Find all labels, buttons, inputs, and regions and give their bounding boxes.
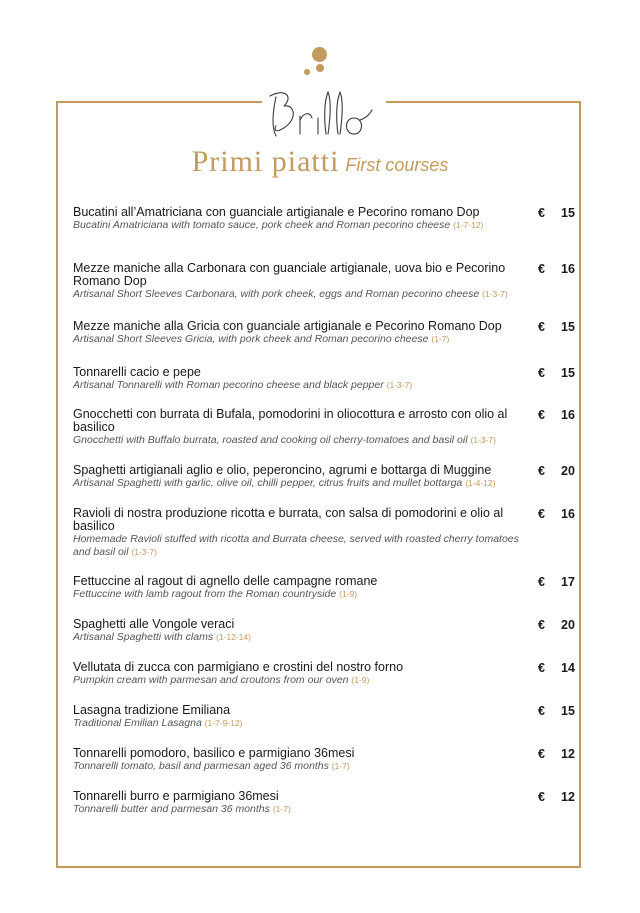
frame-top-left-rule [56,101,262,103]
dish-description-text: Artisanal Short Sleeves Gricia, with pork cheek and Roman pecorino cheese [73,333,429,345]
dish-name: Mezze maniche alla Gricia con guanciale artigianale e Pecorino Romano Dop [73,319,502,333]
allergen-codes: (1-3-7) [470,435,496,445]
heading-italian: Primi piatti [191,145,340,178]
dish-price: 15 [561,206,575,220]
currency-symbol: € [538,408,545,422]
menu-item [73,507,573,559]
dish-price: 16 [561,507,575,521]
dish-description-text: Artisanal Spaghetti with garlic, olive oil, chilli pepper, citrus fruits and mullet bottarga [73,477,463,489]
dish-description [73,333,528,346]
logo-script [262,40,386,140]
allergen-codes: (1-7) [272,804,291,814]
menu-item [73,366,573,392]
dish-name: Bucatini all’Amatriciana con guanciale artigianale e Pecorino romano Dop [73,205,480,219]
dish-description-text: Artisanal Tonnarelli with Roman pecorino cheese and black pepper [73,379,384,391]
allergen-codes: (1-4-12) [465,478,496,488]
section-heading [0,145,640,179]
dish-description [73,803,528,816]
dish-description [73,760,528,773]
currency-symbol: € [538,704,545,718]
dish-price: 15 [561,704,575,718]
dish-description [73,219,528,232]
currency-symbol: € [538,575,545,589]
allergen-codes: (1-7-12) [453,220,484,230]
dish-description-text: Pumpkin cream with parmesan and croutons from our oven [73,674,349,686]
allergen-codes: (1-9) [339,589,358,599]
menu-item [73,262,573,301]
dish-price: 20 [561,464,575,478]
dish-price: 17 [561,575,575,589]
dish-description-text: Bucatini Amatriciana with tomato sauce, pork cheek and Roman pecorino cheese [73,219,451,231]
dish-name: Fettuccine al ragout di agnello delle campagne romane [73,574,378,588]
currency-symbol: € [538,464,545,478]
allergen-codes: (1-3-7) [482,289,508,299]
dish-description-text: Artisanal Spaghetti with clams [73,631,214,643]
dish-description-text: Gnocchetti with Buffalo burrata, roasted and cooking oil cherry-tomatoes and basil oil [73,434,468,446]
menu-item [73,661,573,687]
dish-name: Vellutata di zucca con parmigiano e crostini del nostro forno [73,660,404,674]
allergen-codes: (1-12-14) [216,632,251,642]
allergen-codes: (1-7-9-12) [204,718,243,728]
menu-item [73,618,573,644]
allergen-codes: (1-7) [431,334,450,344]
currency-symbol: € [538,661,545,675]
currency-symbol: € [538,262,545,276]
dish-description [73,674,528,687]
dish-description-text: Tonnarelli butter and parmesan 36 months [73,803,270,815]
dish-price: 12 [561,747,575,761]
dish-description [73,717,528,730]
dish-name: Mezze maniche alla Carbonara con guanciale artigianale, uova bio e Pecorino Romano Dop [73,261,506,288]
currency-symbol: € [538,747,545,761]
menu-item [73,575,573,601]
menu-item [73,408,573,447]
brillo-logo [262,40,386,140]
dish-price: 16 [561,408,575,422]
dish-name: Lasagna tradizione Emiliana [73,703,231,717]
dish-description-text: Artisanal Short Sleeves Carbonara, with pork cheek, eggs and Roman pecorino cheese [73,288,480,300]
allergen-codes: (1-3-7) [386,380,413,390]
menu-item [73,206,573,232]
dish-description [73,477,528,490]
currency-symbol: € [538,320,545,334]
dish-description-text: Traditional Emilian Lasagna [73,717,202,729]
dish-price: 15 [561,320,575,334]
dish-description [73,588,528,601]
currency-symbol: € [538,366,545,380]
dish-price: 16 [561,262,575,276]
dish-description [73,631,528,644]
dish-description-text: Tonnarelli tomato, basil and parmesan aged 36 months [73,760,329,772]
menu-item [73,790,573,816]
allergen-codes: (1-9) [351,675,370,685]
dish-name: Ravioli di nostra produzione ricotta e burrata, con salsa di pomodorini e olio al basilico [73,506,504,533]
currency-symbol: € [538,507,545,521]
dish-name: Tonnarelli burro e parmigiano 36mesi [73,789,279,803]
heading-english: First courses [345,155,449,175]
menu-item [73,320,573,346]
dish-name: Tonnarelli pomodoro, basilico e parmigiano 36mesi [73,746,355,760]
allergen-codes: (1-7) [331,761,350,771]
dish-name: Tonnarelli cacio e pepe [73,365,201,379]
menu-item [73,464,573,490]
dish-description [73,288,528,301]
currency-symbol: € [538,790,545,804]
dish-name: Spaghetti artigianali aglio e olio, peperoncino, agrumi e bottarga di Muggine [73,463,492,477]
currency-symbol: € [538,206,545,220]
dish-price: 20 [561,618,575,632]
dish-price: 14 [561,661,575,675]
dish-name: Spaghetti alle Vongole veraci [73,617,235,631]
dish-description [73,533,528,559]
menu-item [73,704,573,730]
dish-description [73,379,528,392]
dish-description-text: Fettuccine with lamb ragout from the Roman countryside [73,588,337,600]
dish-description [73,434,528,447]
dish-price: 12 [561,790,575,804]
dish-description-text: Homemade Ravioli stuffed with ricotta and Burrata cheese, served with roasted cherry tomatoes and basil oil [73,533,519,558]
dish-price: 15 [561,366,575,380]
dish-name: Gnocchetti con burrata di Bufala, pomodorini in oliocottura e arrosto con olio al basilico [73,407,508,434]
menu-item [73,747,573,773]
allergen-codes: (1-3-7) [131,547,157,557]
currency-symbol: € [538,618,545,632]
frame-top-right-rule [386,101,581,103]
